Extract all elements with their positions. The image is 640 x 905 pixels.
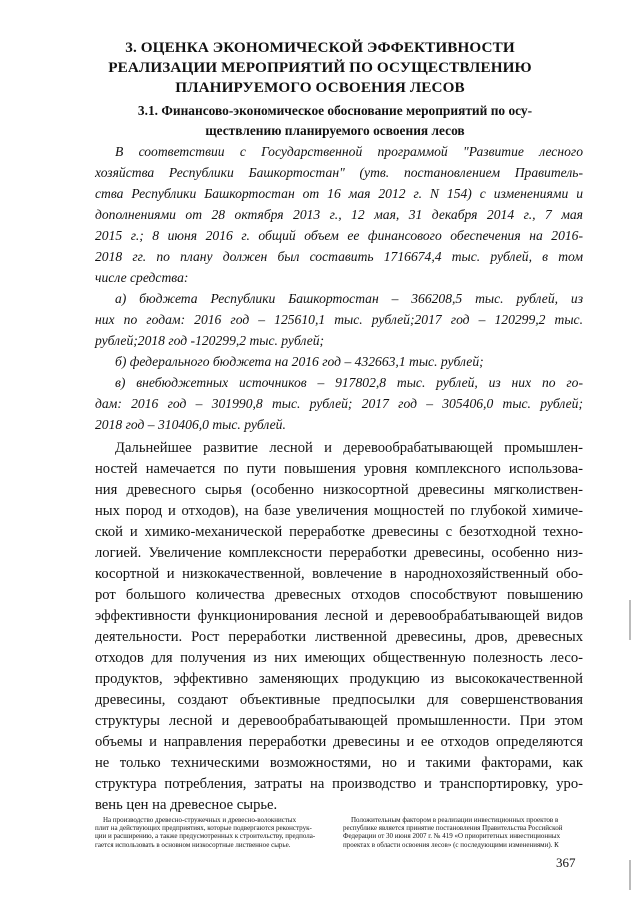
body-paragraph-line: Дальнейшее развитие лесной и деревообрабатывающей промышлен- (115, 440, 583, 456)
body-paragraph-line: косортной и низкокачественной, вовлечение в народнохозяйственный обо- (95, 566, 583, 582)
italic-paragraph-line: хозяйства Республики Башкортостан" (утв. постановлением Правитель- (95, 165, 583, 180)
body-paragraph-line: объемы и направления переработки древесины и ее отходов определяются (95, 734, 583, 750)
italic-paragraph-line: В соответствии с Государственной программой "Развитие лесного (115, 144, 583, 159)
italic-paragraph-line: них по годам: 2016 год – 125610,1 тыс. рублей;2017 год – 120299,2 тыс. (95, 312, 583, 327)
italic-paragraph-line: 2018 гг. по плану должен был составить 1716674,4 тыс. рублей, в том (95, 249, 583, 264)
body-paragraph-line: ностей намечается по пути повышения уровня комплексного использова- (95, 461, 583, 477)
body-paragraph-line: ных пород и отходов), на базе увеличения мощностей по глубокой химиче- (95, 503, 583, 519)
section-heading (60, 38, 580, 98)
italic-paragraph-line: 2015 г.; 8 июня 2016 г. общий объем ее финансового обеспечения на 2016- (95, 228, 583, 243)
italic-paragraph-line: дам: 2016 год – 301990,8 тыс. рублей; 2017 год – 305406,0 тыс. рублей; (95, 396, 583, 411)
body-paragraph-line: На производство древесно-стружечных и древесно-волокнистых (103, 816, 297, 824)
body-paragraph-line: отходов для получения из них имеющих общественную полезность лесо- (95, 650, 583, 666)
section-heading-line: ПЛАНИРУЕМОГО ОСВОЕНИЯ ЛЕСОВ (175, 79, 465, 96)
body-paragraph-line: эффективности функционирования лесной и деревообрабатывающей видов (95, 608, 583, 624)
italic-paragraph-line: в) внебюджетных источников – 917802,8 тыс. рублей, из них по го- (115, 375, 583, 390)
section-heading-line: 3. ОЦЕНКА ЭКОНОМИЧЕСКОЙ ЭФФЕКТИВНОСТИ (125, 39, 515, 56)
body-paragraph-line: Положительным фактором в реализации инвестиционных проектов в (351, 816, 559, 824)
body-paragraph-line: ции и расширению, а также предусмотренных к строительству, предпола- (95, 832, 316, 841)
body-paragraph-line: Федерации от 30 июня 2007 г. № 419 «О приоритетных инвестиционных (343, 832, 561, 841)
body-paragraph-line: структура потребления, затраты на производство и транспортировку, уро- (95, 776, 583, 792)
italic-paragraph-line: дополнениями от 28 октября 2013 г., 12 мая, 31 декабря 2014 г., 7 мая (95, 207, 583, 222)
subsection-heading (100, 101, 570, 141)
subsection-heading-line: 3.1. Финансово-экономическое обоснование мероприятий по осу- (137, 103, 533, 118)
section-heading-line: РЕАЛИЗАЦИИ МЕРОПРИЯТИЙ ПО ОСУЩЕСТВЛЕНИЮ (108, 59, 532, 76)
body-paragraph-line: деятельности. Рост переработки лиственной древесины, дров, древесных (95, 629, 583, 645)
italic-paragraph-line: 2018 год – 310406,0 тыс. рублей. (95, 417, 286, 432)
subsection-heading-line: ществлению планируемого освоения лесов (205, 123, 465, 138)
italic-paragraph-line: числе средства: (95, 270, 189, 285)
body-paragraph-line: вень цен на древесное сырье. (95, 797, 278, 813)
page-number: 367 (556, 855, 576, 870)
body-paragraph-tail (95, 816, 583, 852)
italic-paragraph-line: а) бюджета Республики Башкортостан – 366208,5 тыс. рублей, из (115, 291, 583, 306)
italic-paragraph-line: б) федерального бюджета на 2016 год – 432663,1 тыс. рублей; (115, 354, 484, 369)
body-paragraph-line: логией. Увеличение комплексности переработки древесины, особенно низ- (95, 545, 583, 561)
body-paragraph-line: плит на действующих предприятиях, которые подвергаются реконструк- (95, 824, 312, 833)
body-paragraph-line: проектах в области освоения лесов» (с последующими изменениями). К (343, 840, 559, 849)
body-paragraph-line: рот большого количества древесных отходов способствуют повышению (95, 587, 583, 603)
body-paragraph-line: гается использовать в основном низкосортные лиственное сырье. (95, 840, 291, 849)
body-paragraph-line: республике является принятие постановления Правительства Российской (343, 824, 563, 833)
body-paragraph-line: продуктов, эффективно заменяющих продукцию из высококачественной (95, 671, 583, 687)
body-paragraph-line: ской и химико-механической переработке древесины с безотходной техно- (95, 524, 583, 540)
italic-paragraph-line: рублей;2018 год -120299,2 тыс. рублей; (95, 333, 325, 348)
italic-paragraph-line: ства Республики Башкортостан от 16 мая 2012 г. N 154) с изменениями и (95, 186, 583, 201)
body-paragraph-line: не только техническими возможностями, но и такими факторами, как (95, 755, 583, 771)
scan-edge-mark (629, 860, 631, 890)
scan-edge-mark (629, 600, 631, 640)
body-paragraph-line: структуры лесной и деревообрабатывающей промышленности. При этом (95, 713, 583, 729)
body-paragraph-line: древесины, создают объективные предпосылки для совершенствования (95, 692, 583, 708)
body-paragraph-line: ния древесного сырья (особенно низкосортной древесины мягколиствен- (95, 482, 583, 498)
